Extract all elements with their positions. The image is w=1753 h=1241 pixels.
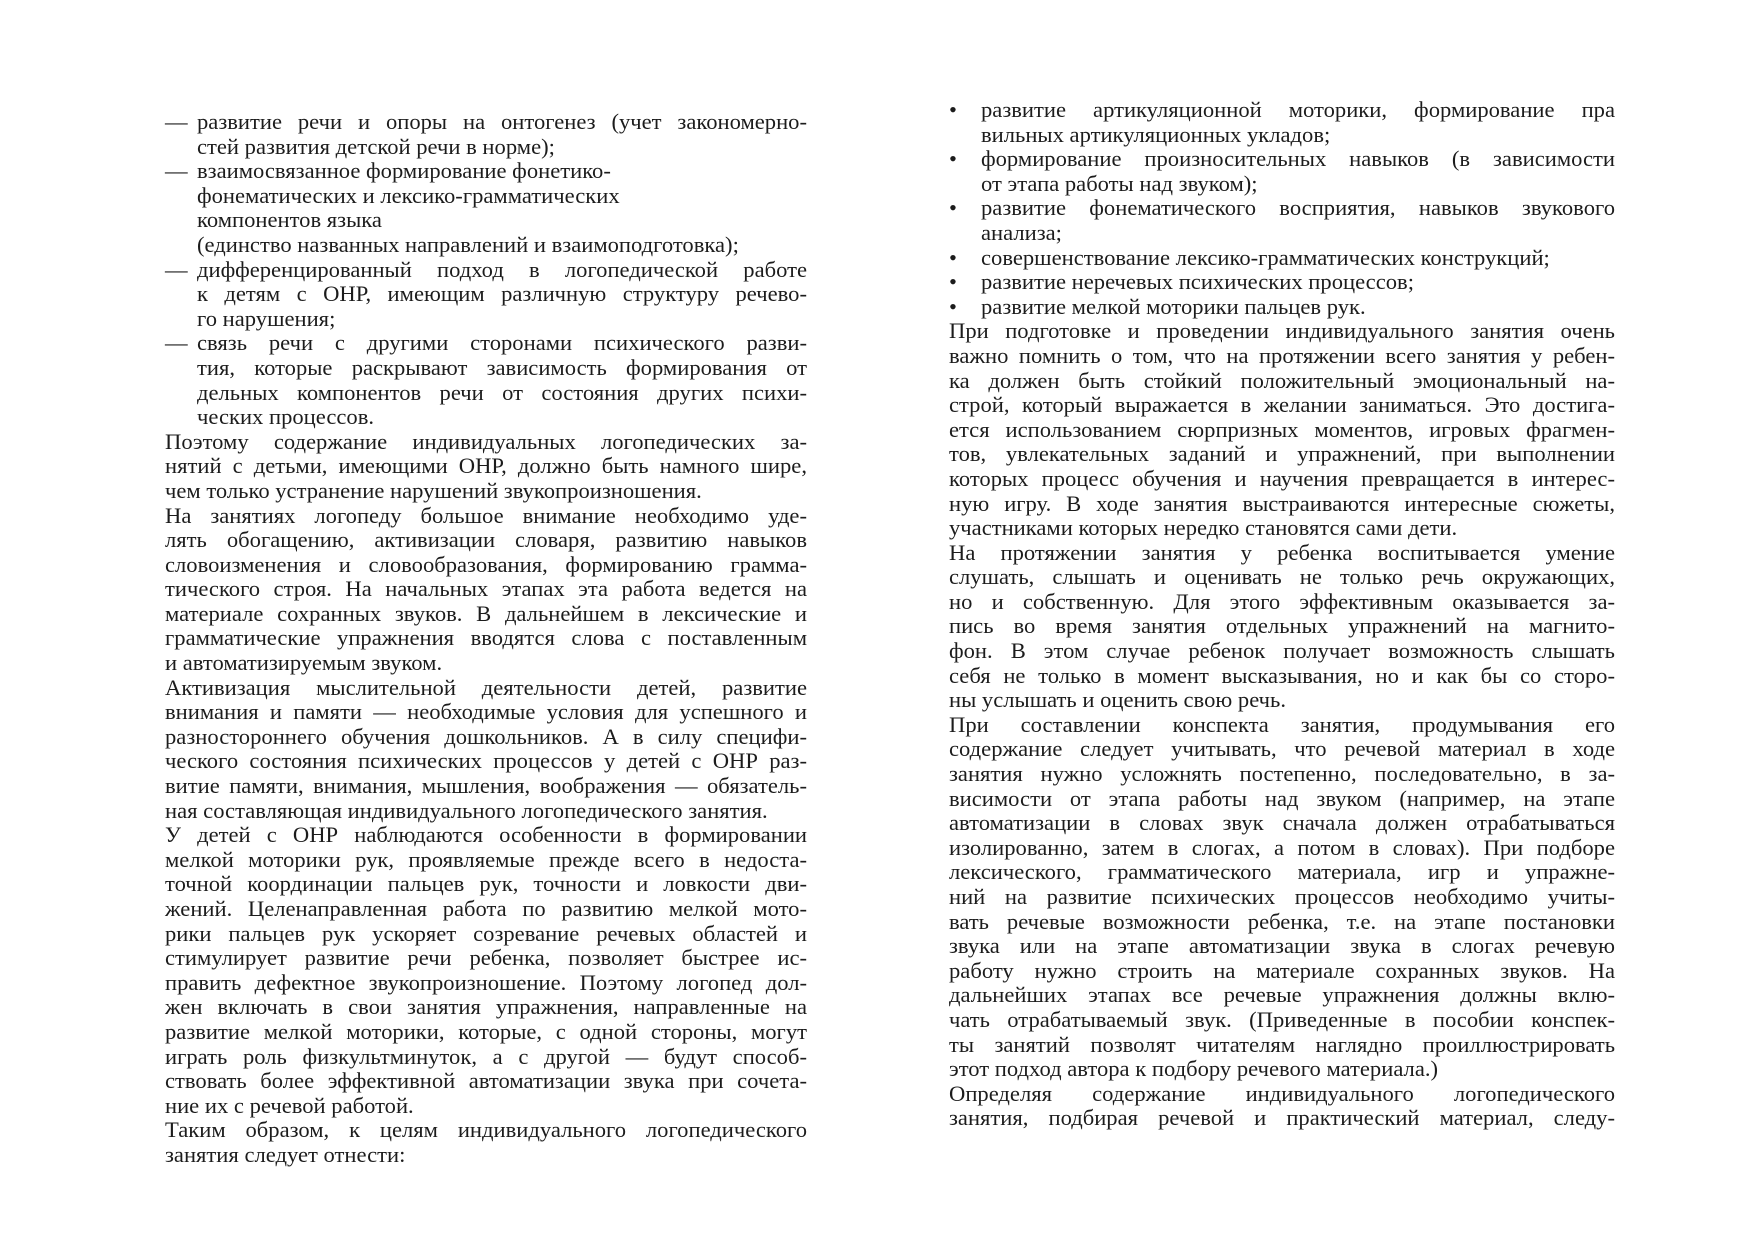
text-line: чать отрабатываемый звук. (Приведенные в пособии конспек- <box>949 1006 1615 1032</box>
text-line: звука или на этапе автоматизации звука в слогах речевую <box>949 933 1615 959</box>
text-line: важно помнить о том, что на протяжении всего занятия у ребен- <box>949 342 1615 368</box>
dash-marker: — <box>165 158 188 184</box>
dash-item-2 <box>165 159 807 257</box>
paragraph-2 <box>949 541 1615 713</box>
text-line: но и собственную. Для этого эффективным оказывается за- <box>949 588 1615 614</box>
bullet-marker: • <box>949 97 957 122</box>
text-line: работу нужно строить на материале сохранных звуков. На <box>949 957 1615 983</box>
text-line: стей развития детской речи в норме); <box>197 133 555 159</box>
text-line: разностороннего обучения дошкольников. А в силу специфи- <box>165 723 807 749</box>
text-line: ны услышать и оценить свою речь. <box>949 687 1286 713</box>
text-line: тического строя. На начальных этапах эта работа ведется на <box>165 576 807 602</box>
text-line: занятия, подбирая речевой и практический материал, следу- <box>949 1105 1615 1131</box>
text-line: грамматические упражнения вводятся слова с поставленным <box>165 625 807 651</box>
text-line: ка должен быть стойкий положительный эмоциональный на- <box>949 367 1615 393</box>
text-line: изолированно, затем в слогах, а потом в словах). При подборе <box>949 834 1615 860</box>
text-line: На занятиях логопеду большое внимание необходимо уде- <box>165 502 807 528</box>
text-line: развитие мелкой моторики, которые, с одной стороны, могут <box>165 1018 807 1044</box>
text-line: рики пальцев рук ускоряет созревание речевых областей и <box>165 920 807 946</box>
text-line: тия, которые раскрывают зависимость формирования от <box>197 354 807 380</box>
left-page <box>165 110 807 1168</box>
text-line: У детей с ОНР наблюдаются особенности в формировании <box>165 822 807 848</box>
bullet-item-1 <box>949 98 1615 147</box>
text-line: занятия нужно усложнять постепенно, последовательно, в за- <box>949 761 1615 787</box>
text-line: точной координации пальцев рук, точности и ловкости дви- <box>165 871 807 897</box>
text-line: жений. Целенаправленная работа по развитию мелкой мото- <box>165 896 807 921</box>
text-line: нятий с детьми, имеющими ОНР, должно быть намного шире, <box>165 453 807 479</box>
bullet-item-5 <box>949 270 1615 295</box>
text-line: витие памяти, внимания, мышления, воображения — обязатель- <box>165 773 807 799</box>
text-line: жен включать в свои занятия упражнения, направленные на <box>165 994 807 1020</box>
text-line: себя не только в момент высказывания, но и как бы со сторо- <box>949 662 1615 688</box>
right-bullet-list <box>949 98 1615 319</box>
text-line: содержание следует учитывать, что речевой материал в ходе <box>949 736 1615 762</box>
text-line: При составлении конспекта занятия, продумывания его <box>949 711 1615 737</box>
dash-marker: — <box>165 256 188 282</box>
text-line: дифференцированный подход в логопедической работе <box>197 256 807 282</box>
text-line: Поэтому содержание индивидуальных логопедических за- <box>165 428 807 454</box>
text-line: и автоматизируемым звуком. <box>165 650 443 676</box>
dash-item-3 <box>165 258 807 332</box>
paragraph-4 <box>165 823 807 1118</box>
text-line: развитие фонематического восприятия, навыков звукового <box>981 195 1615 221</box>
text-line: развитие речи и опоры на онтогенез (учет закономерно- <box>197 109 807 134</box>
bullet-marker: • <box>949 269 957 295</box>
text-line: ты занятий позволят читателям наглядно проиллюстрировать <box>949 1031 1615 1057</box>
text-line: занятия следует отнести: <box>165 1141 406 1167</box>
paragraph-1 <box>165 430 807 504</box>
text-line: (единство названных направлений и взаимоподготовка); <box>197 231 739 257</box>
text-line: чем только устранение нарушений звукопроизношения. <box>165 477 702 503</box>
text-line: фон. В этом случае ребенок получает возможность слышать <box>949 638 1615 664</box>
dash-item-4 <box>165 331 807 429</box>
paragraph-3 <box>165 676 807 824</box>
bullet-marker: • <box>949 244 957 270</box>
text-line: дальнейших этапах все речевые упражнения должны вклю- <box>949 982 1615 1008</box>
text-line: На протяжении занятия у ребенка воспитывается умение <box>949 539 1615 565</box>
text-line: При подготовке и проведении индивидуального занятия очень <box>949 318 1615 344</box>
paragraph-2 <box>165 504 807 676</box>
text-line: взаимосвязанное формирование фонетико- <box>197 158 611 184</box>
text-line: ется использованием сюрпризных моментов, игровых фрагмен- <box>949 416 1615 442</box>
text-line: строй, который выражается в желании заниматься. Это достига- <box>949 392 1615 418</box>
text-line: Таким образом, к целям индивидуального логопедического <box>165 1117 807 1143</box>
dash-item-1 <box>165 110 807 159</box>
text-line: ную игру. В ходе занятия выстраиваются интересные сюжеты, <box>949 490 1615 516</box>
left-dash-list <box>165 110 807 430</box>
text-line: от этапа работы над звуком); <box>981 170 1258 196</box>
text-line: развитие мелкой моторики пальцев рук. <box>981 293 1366 319</box>
text-line: Определяя содержание индивидуального логопедического <box>949 1080 1615 1106</box>
bullet-item-4 <box>949 246 1615 271</box>
text-line: слушать, слышать и оценивать не только речь окружающих, <box>949 564 1615 590</box>
paragraph-5 <box>165 1118 807 1167</box>
text-line: словоизменения и словообразования, формированию грамма- <box>165 551 807 577</box>
text-line: играть роль физкультминуток, а с другой — будут способ- <box>165 1043 807 1069</box>
text-line: ческого состояния психических процессов у детей с ОНР раз- <box>165 748 807 774</box>
text-line: ствовать более эффективной автоматизации звука при сочета- <box>165 1068 807 1094</box>
text-line: развитие артикуляционной моторики, формирование пра <box>981 97 1615 122</box>
text-line: го нарушения; <box>197 305 336 331</box>
paragraph-4 <box>949 1082 1615 1131</box>
bullet-item-2 <box>949 147 1615 196</box>
text-line: ная составляющая индивидуального логопедического занятия. <box>165 797 768 823</box>
text-line: участниками которых нередко становятся сами дети. <box>949 515 1458 541</box>
text-line: этот подход автора к подбору речевого материала.) <box>949 1056 1439 1082</box>
bullet-item-6 <box>949 295 1615 320</box>
text-line: ний на развитие психических процессов необходимо учиты- <box>949 884 1615 909</box>
text-line: править дефектное звукопроизношение. Поэтому логопед дол- <box>165 969 807 995</box>
text-line: формирование произносительных навыков (в зависимости <box>981 146 1615 172</box>
text-line: тов, увлекательных заданий и упражнений, при выполнении <box>949 441 1615 467</box>
text-line: совершенствование лексико-грамматических конструкций; <box>981 244 1550 270</box>
text-line: лять обогащению, активизации словаря, развитию навыков <box>165 527 807 553</box>
text-line: автоматизации в словах звук сначала должен отрабатываться <box>949 810 1615 836</box>
text-line: вильных артикуляционных укладов; <box>981 121 1331 147</box>
text-line: материале сохранных звуков. В дальнейшем в лексические и <box>165 600 807 626</box>
text-line: компонентов языка <box>197 207 382 233</box>
text-line: анализа; <box>981 219 1062 245</box>
text-line: развитие неречевых психических процессов; <box>981 269 1414 295</box>
bullet-item-3 <box>949 196 1615 245</box>
text-line: висимости от этапа работы над звуком (например, на этапе <box>949 785 1615 811</box>
text-line: вать речевые возможности ребенка, т.е. на этапе постановки <box>949 908 1615 934</box>
text-line: Активизация мыслительной деятельности детей, развитие <box>165 674 807 700</box>
bullet-marker: • <box>949 293 957 319</box>
text-line: лексического, грамматического материала, игр и упражне- <box>949 859 1615 885</box>
text-line: к детям с ОНР, имеющим различную структуру речево- <box>197 281 807 307</box>
right-page <box>949 98 1615 1131</box>
text-line: ческих процессов. <box>197 404 375 430</box>
text-line: которых процесс обучения и научения превращается в интерес- <box>949 465 1615 491</box>
text-line: пись во время занятия отдельных упражнений на магнито- <box>949 613 1615 639</box>
dash-marker: — <box>165 330 188 356</box>
paragraph-1 <box>949 319 1615 540</box>
dash-marker: — <box>165 109 188 134</box>
paragraph-3 <box>949 713 1615 1082</box>
text-line: стимулирует развитие речи ребенка, позволяет быстрее ис- <box>165 945 807 971</box>
bullet-marker: • <box>949 146 957 172</box>
text-line: связь речи с другими сторонами психического разви- <box>197 330 807 356</box>
bullet-marker: • <box>949 195 957 221</box>
text-line: дельных компонентов речи от состояния других психи- <box>197 379 807 405</box>
text-line: фонематических и лексико-грамматических <box>197 182 620 208</box>
text-line: ние их с речевой работой. <box>165 1092 414 1118</box>
text-line: мелкой моторики рук, проявляемые прежде всего в недоста- <box>165 846 807 872</box>
text-line: внимания и памяти — необходимые условия для успешного и <box>165 699 807 725</box>
